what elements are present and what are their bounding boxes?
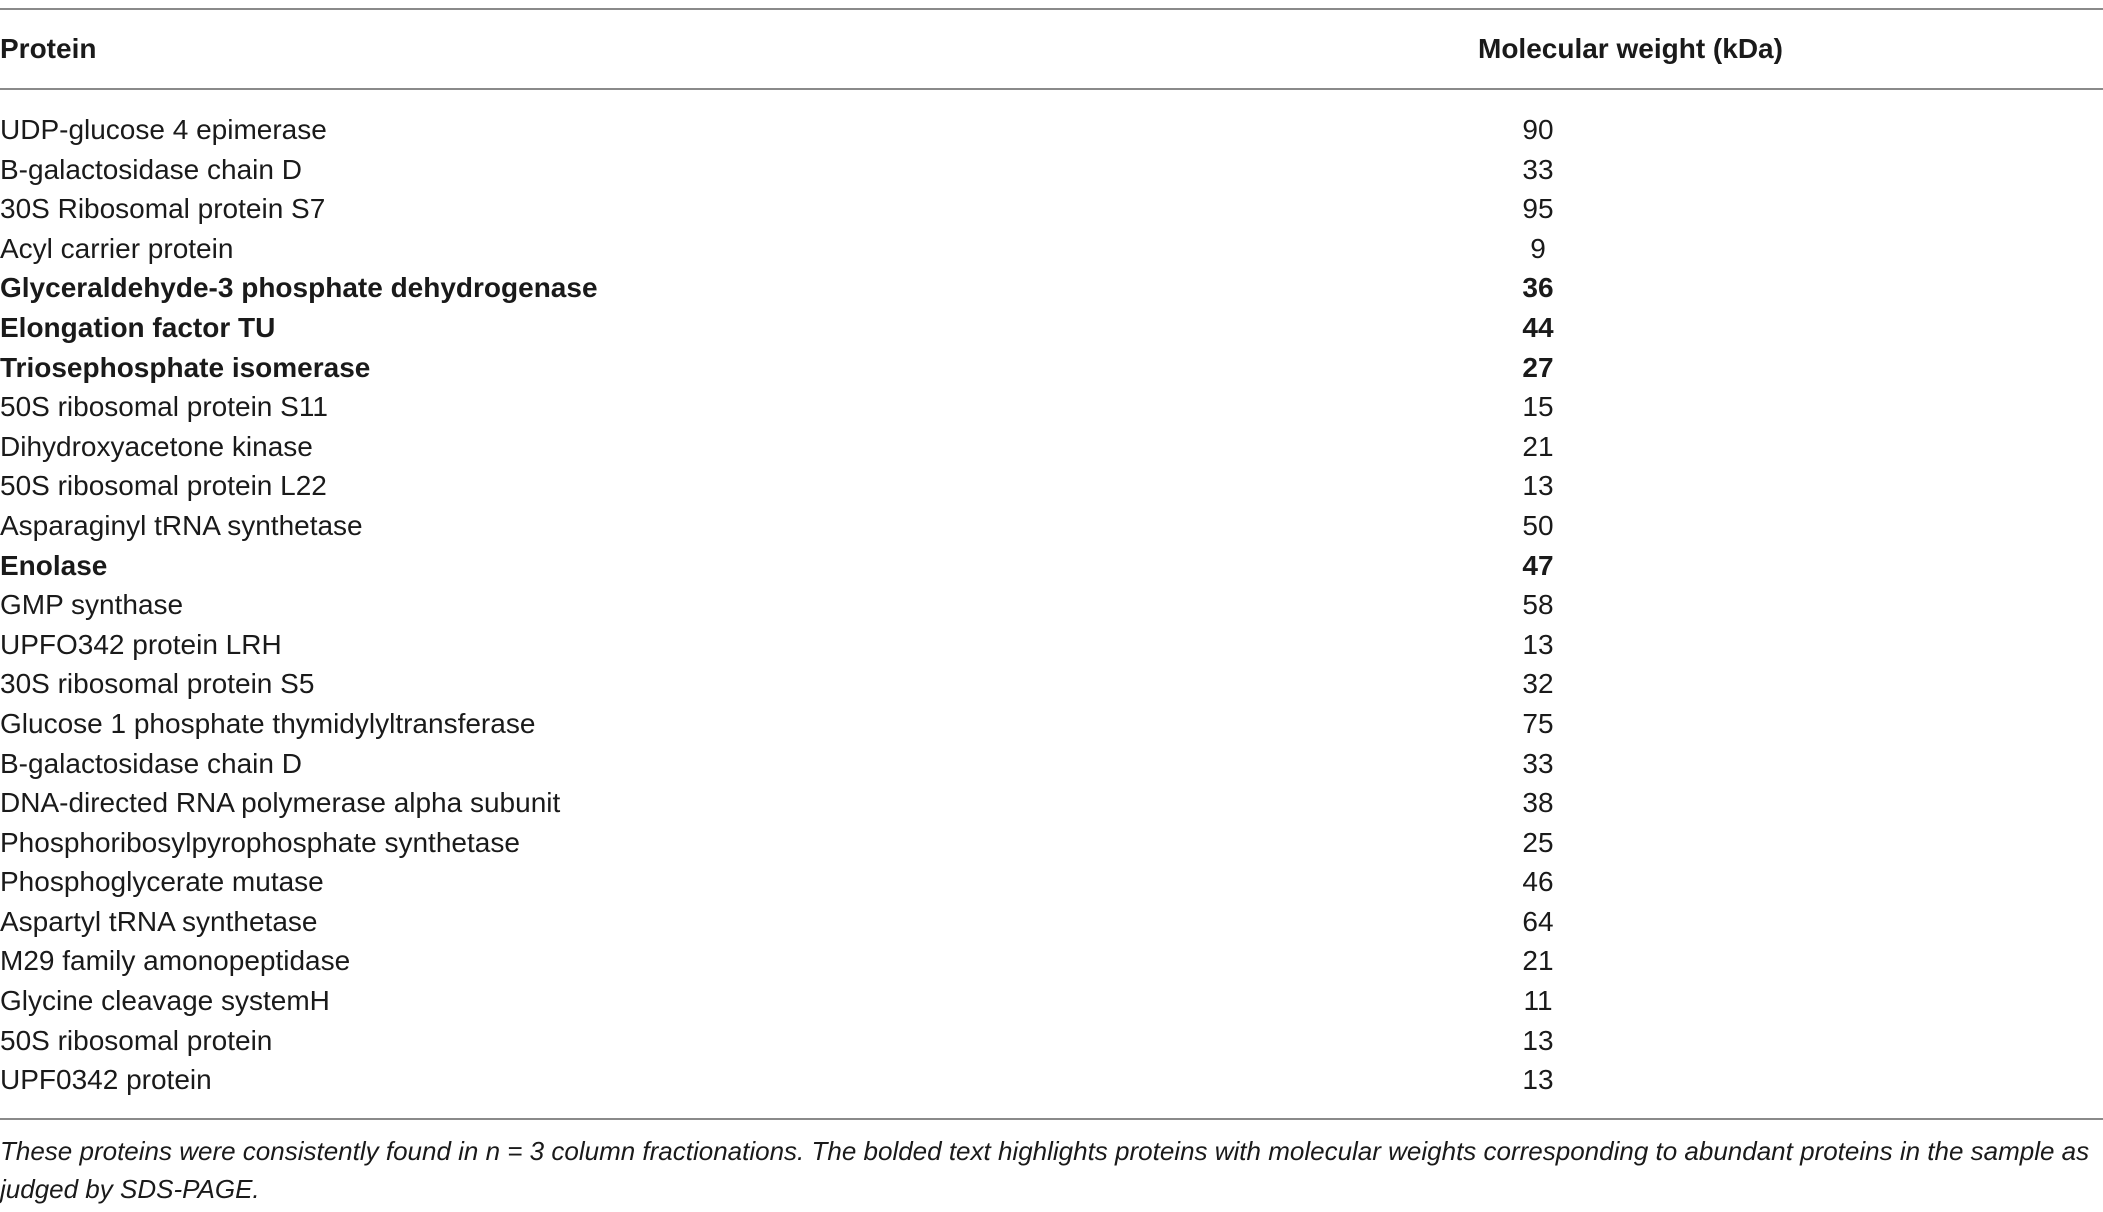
- molecular-weight-cell: 90: [1522, 114, 1554, 145]
- table-row: [0, 506, 2103, 546]
- protein-name-cell: 30S ribosomal protein S5: [0, 668, 315, 700]
- molecular-weight-cell: 33: [1522, 153, 1554, 185]
- molecular-weight-cell: 21: [1522, 945, 1554, 977]
- molecular-weight-cell: 36: [1522, 272, 1554, 304]
- protein-name-cell: 30S Ribosomal protein S7: [0, 193, 326, 225]
- table-row: [0, 625, 2103, 665]
- molecular-weight-cell: 13: [1522, 1024, 1554, 1056]
- protein-name-cell: Elongation factor TU: [0, 311, 276, 343]
- table-row: [0, 348, 2103, 388]
- table-row: [0, 1021, 2103, 1061]
- molecular-weight-cell: 46: [1522, 866, 1554, 898]
- protein-name-cell: Acyl carrier protein: [0, 232, 234, 264]
- table-row: [0, 744, 2103, 784]
- header-molecular-weight: Molecular weight (kDa): [1478, 33, 1783, 64]
- protein-name-cell: GMP synthase: [0, 589, 184, 621]
- table-body: [0, 110, 2103, 1100]
- protein-name-cell: Phosphoribosylpyrophosphate synthetase: [0, 826, 520, 858]
- protein-name-cell: UPFO342 protein LRH: [0, 628, 282, 660]
- molecular-weight-cell: 9: [1530, 232, 1546, 264]
- molecular-weight-cell: 13: [1522, 628, 1554, 660]
- table-row: [0, 189, 2103, 229]
- table-row: [0, 664, 2103, 704]
- table-row: [0, 704, 2103, 744]
- table-row: [0, 150, 2103, 190]
- protein-name-cell: Asparaginyl tRNA synthetase: [0, 509, 363, 541]
- molecular-weight-cell: 32: [1522, 668, 1554, 700]
- molecular-weight-cell: 58: [1522, 589, 1554, 621]
- table-row: [0, 229, 2103, 269]
- protein-name-cell: 50S ribosomal protein L22: [0, 470, 327, 502]
- protein-name-cell: Triosephosphate isomerase: [0, 351, 371, 383]
- molecular-weight-cell: 21: [1522, 430, 1554, 462]
- table-row: [0, 783, 2103, 823]
- table-header-rule: [0, 88, 2103, 90]
- molecular-weight-cell: 25: [1522, 826, 1554, 858]
- molecular-weight-cell: 38: [1522, 787, 1554, 819]
- molecular-weight-cell: 13: [1522, 470, 1554, 502]
- protein-name-cell: M29 family amonopeptidase: [0, 945, 351, 977]
- header-protein: Protein: [0, 33, 97, 64]
- table-row: [0, 981, 2103, 1021]
- protein-name-cell: Aspartyl tRNA synthetase: [0, 905, 318, 937]
- protein-name-cell: UPF0342 protein: [0, 1064, 212, 1096]
- table-footnote: These proteins were consistently found in n = 3 column fractionations. The bolded text highlights proteins with molecular weights corresponding to abundant proteins in the sample as judged by SDS-PAGE.: [0, 1136, 2090, 1204]
- table-row: [0, 268, 2103, 308]
- table-row: [0, 546, 2103, 586]
- molecular-weight-cell: 75: [1522, 707, 1554, 739]
- protein-name-cell: Glucose 1 phosphate thymidylyltransferase: [0, 707, 536, 739]
- molecular-weight-cell: 47: [1522, 549, 1554, 581]
- protein-name-cell: Dihydroxyacetone kinase: [0, 430, 313, 462]
- table-row: [0, 941, 2103, 981]
- protein-name-cell: B-galactosidase chain D: [0, 153, 302, 185]
- table-row: [0, 1060, 2103, 1100]
- table-top-rule: [0, 8, 2103, 10]
- table-row: [0, 308, 2103, 348]
- table-row: [0, 466, 2103, 506]
- molecular-weight-cell: 11: [1523, 985, 1553, 1017]
- protein-name-cell: Phosphoglycerate mutase: [0, 866, 324, 898]
- table-row: [0, 387, 2103, 427]
- molecular-weight-cell: 64: [1522, 905, 1554, 937]
- protein-name-cell: Glycine cleavage systemH: [0, 985, 330, 1017]
- protein-name-cell: 50S ribosomal protein: [0, 1024, 273, 1056]
- molecular-weight-cell: 50: [1522, 509, 1554, 541]
- protein-name-cell: B-galactosidase chain D: [0, 747, 302, 779]
- table-row: [0, 585, 2103, 625]
- protein-name-cell: UDP-glucose 4 epimerase: [0, 114, 327, 145]
- table-row: [0, 427, 2103, 467]
- table-row: [0, 823, 2103, 863]
- molecular-weight-cell: 15: [1522, 391, 1554, 423]
- table-header-row: [0, 28, 2103, 70]
- protein-name-cell: Enolase: [0, 549, 108, 581]
- molecular-weight-cell: 13: [1522, 1064, 1554, 1096]
- table-bottom-rule: [0, 1118, 2103, 1120]
- protein-name-cell: 50S ribosomal protein S11: [0, 391, 328, 423]
- protein-name-cell: DNA-directed RNA polymerase alpha subunit: [0, 787, 561, 819]
- table-row: [0, 862, 2103, 902]
- molecular-weight-cell: 44: [1522, 311, 1554, 343]
- protein-name-cell: Glyceraldehyde-3 phosphate dehydrogenase: [0, 272, 598, 304]
- molecular-weight-cell: 95: [1522, 193, 1554, 225]
- molecular-weight-cell: 33: [1522, 747, 1554, 779]
- table-row: [0, 110, 2103, 150]
- table-row: [0, 902, 2103, 942]
- molecular-weight-cell: 27: [1522, 351, 1554, 383]
